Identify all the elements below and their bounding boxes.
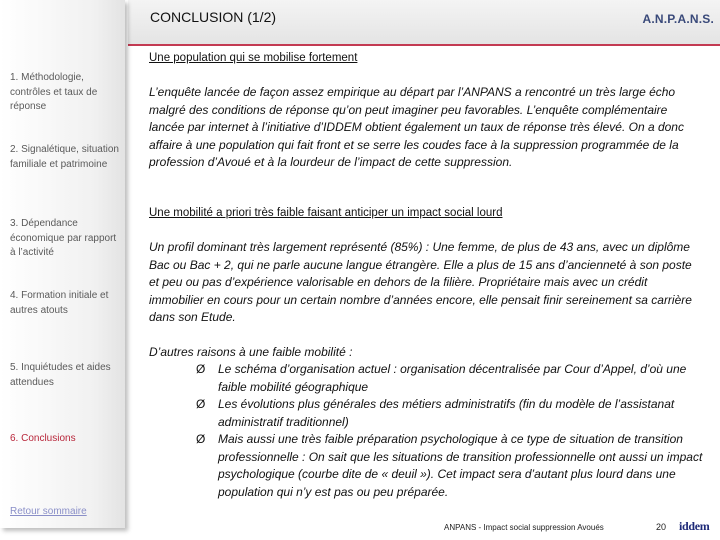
- paragraph-population: L’enquête lancée de façon assez empirique au départ par l’ANPANS a rencontré un très large écho malgré des conditions de réponse qu’on peut imaginer peu favorables. L’enquête complémentaire lancée par internet à l’initiative d’IDDEM obtient également un taux de réponse très élevé. On a donc affaire à une population qui fait front et se serre les coudes face à la suppression programmée de la profession d’Avoué et à la lourdeur de l’impact de cette suppression.: [149, 85, 684, 169]
- paragraph-profil: Un profil dominant très largement représenté (85%) : Une femme, de plus de 43 ans, avec un diplôme Bac ou Bac + 2, qui ne parle aucune langue étrangère. Elle a plus de 15 ans d’ancienneté à son poste et peu ou pas d’expérience valorisable en dehors de la filière. Propriétaire mais avec un crédit immobilier en cours pour un certain nombre d’années encore, elle pensait finir sereinement sa carrière dans son Etude.: [149, 240, 692, 324]
- list-item: Ø Mais aussi une très faible préparation psychologique à ce type de situation de transition professionnelle : On sait que les situations de transition professionnelle ont aussi un impact psychologique (courbe dite de « deuil »). Cet impact sera d’autant plus lourd dans une population qui n’y est pas ou peu préparée.: [196, 432, 703, 499]
- sidebar-item-signaletique[interactable]: 2. Signalétique, situation familiale et patrimoine: [10, 144, 119, 170]
- footer-text: ANPANS - Impact social suppression Avoués: [444, 523, 604, 532]
- iddem-logo: iddem: [679, 519, 710, 533]
- section-heading-mobilite: Une mobilité a priori très faible faisant anticiper un impact social lourd: [149, 207, 503, 219]
- list-item: Ø Les évolutions plus générales des métiers administratifs (fin du modèle de l’assistanat administratif traditionnel): [196, 397, 675, 429]
- arrow-bullet-icon: Ø: [196, 432, 206, 446]
- sidebar-item-methodologie[interactable]: 1. Méthodologie, contrôles et taux de réponse: [10, 72, 98, 112]
- brand-logo: A.N.P.A.N.S.: [642, 12, 714, 26]
- bullet-list: [196, 361, 708, 501]
- list-item: Ø Le schéma d’organisation actuel : organisation décentralisée par Cour d’Appel, d’où une faible mobilité géographique: [196, 362, 687, 394]
- section-heading-population: Une population qui se mobilise fortement: [149, 52, 358, 64]
- sidebar-item-formation[interactable]: 4. Formation initiale et autres atouts: [10, 290, 109, 316]
- arrow-bullet-icon: Ø: [196, 397, 206, 411]
- arrow-bullet-icon: Ø: [196, 362, 206, 376]
- sidebar-item-inquietudes[interactable]: 5. Inquiétudes et aides attendues: [10, 362, 111, 388]
- page-number: 20: [656, 522, 667, 532]
- sidebar-item-dependance[interactable]: 3. Dépendance économique par rapport à l’activité: [10, 218, 117, 258]
- slide-title: CONCLUSION (1/2): [150, 9, 277, 25]
- paragraph-autres-raisons: D’autres raisons à une faible mobilité :: [149, 345, 353, 359]
- sidebar-item-conclusions[interactable]: 6. Conclusions: [10, 433, 76, 444]
- sidebar: [0, 0, 125, 528]
- back-to-summary-link[interactable]: Retour sommaire: [10, 506, 87, 517]
